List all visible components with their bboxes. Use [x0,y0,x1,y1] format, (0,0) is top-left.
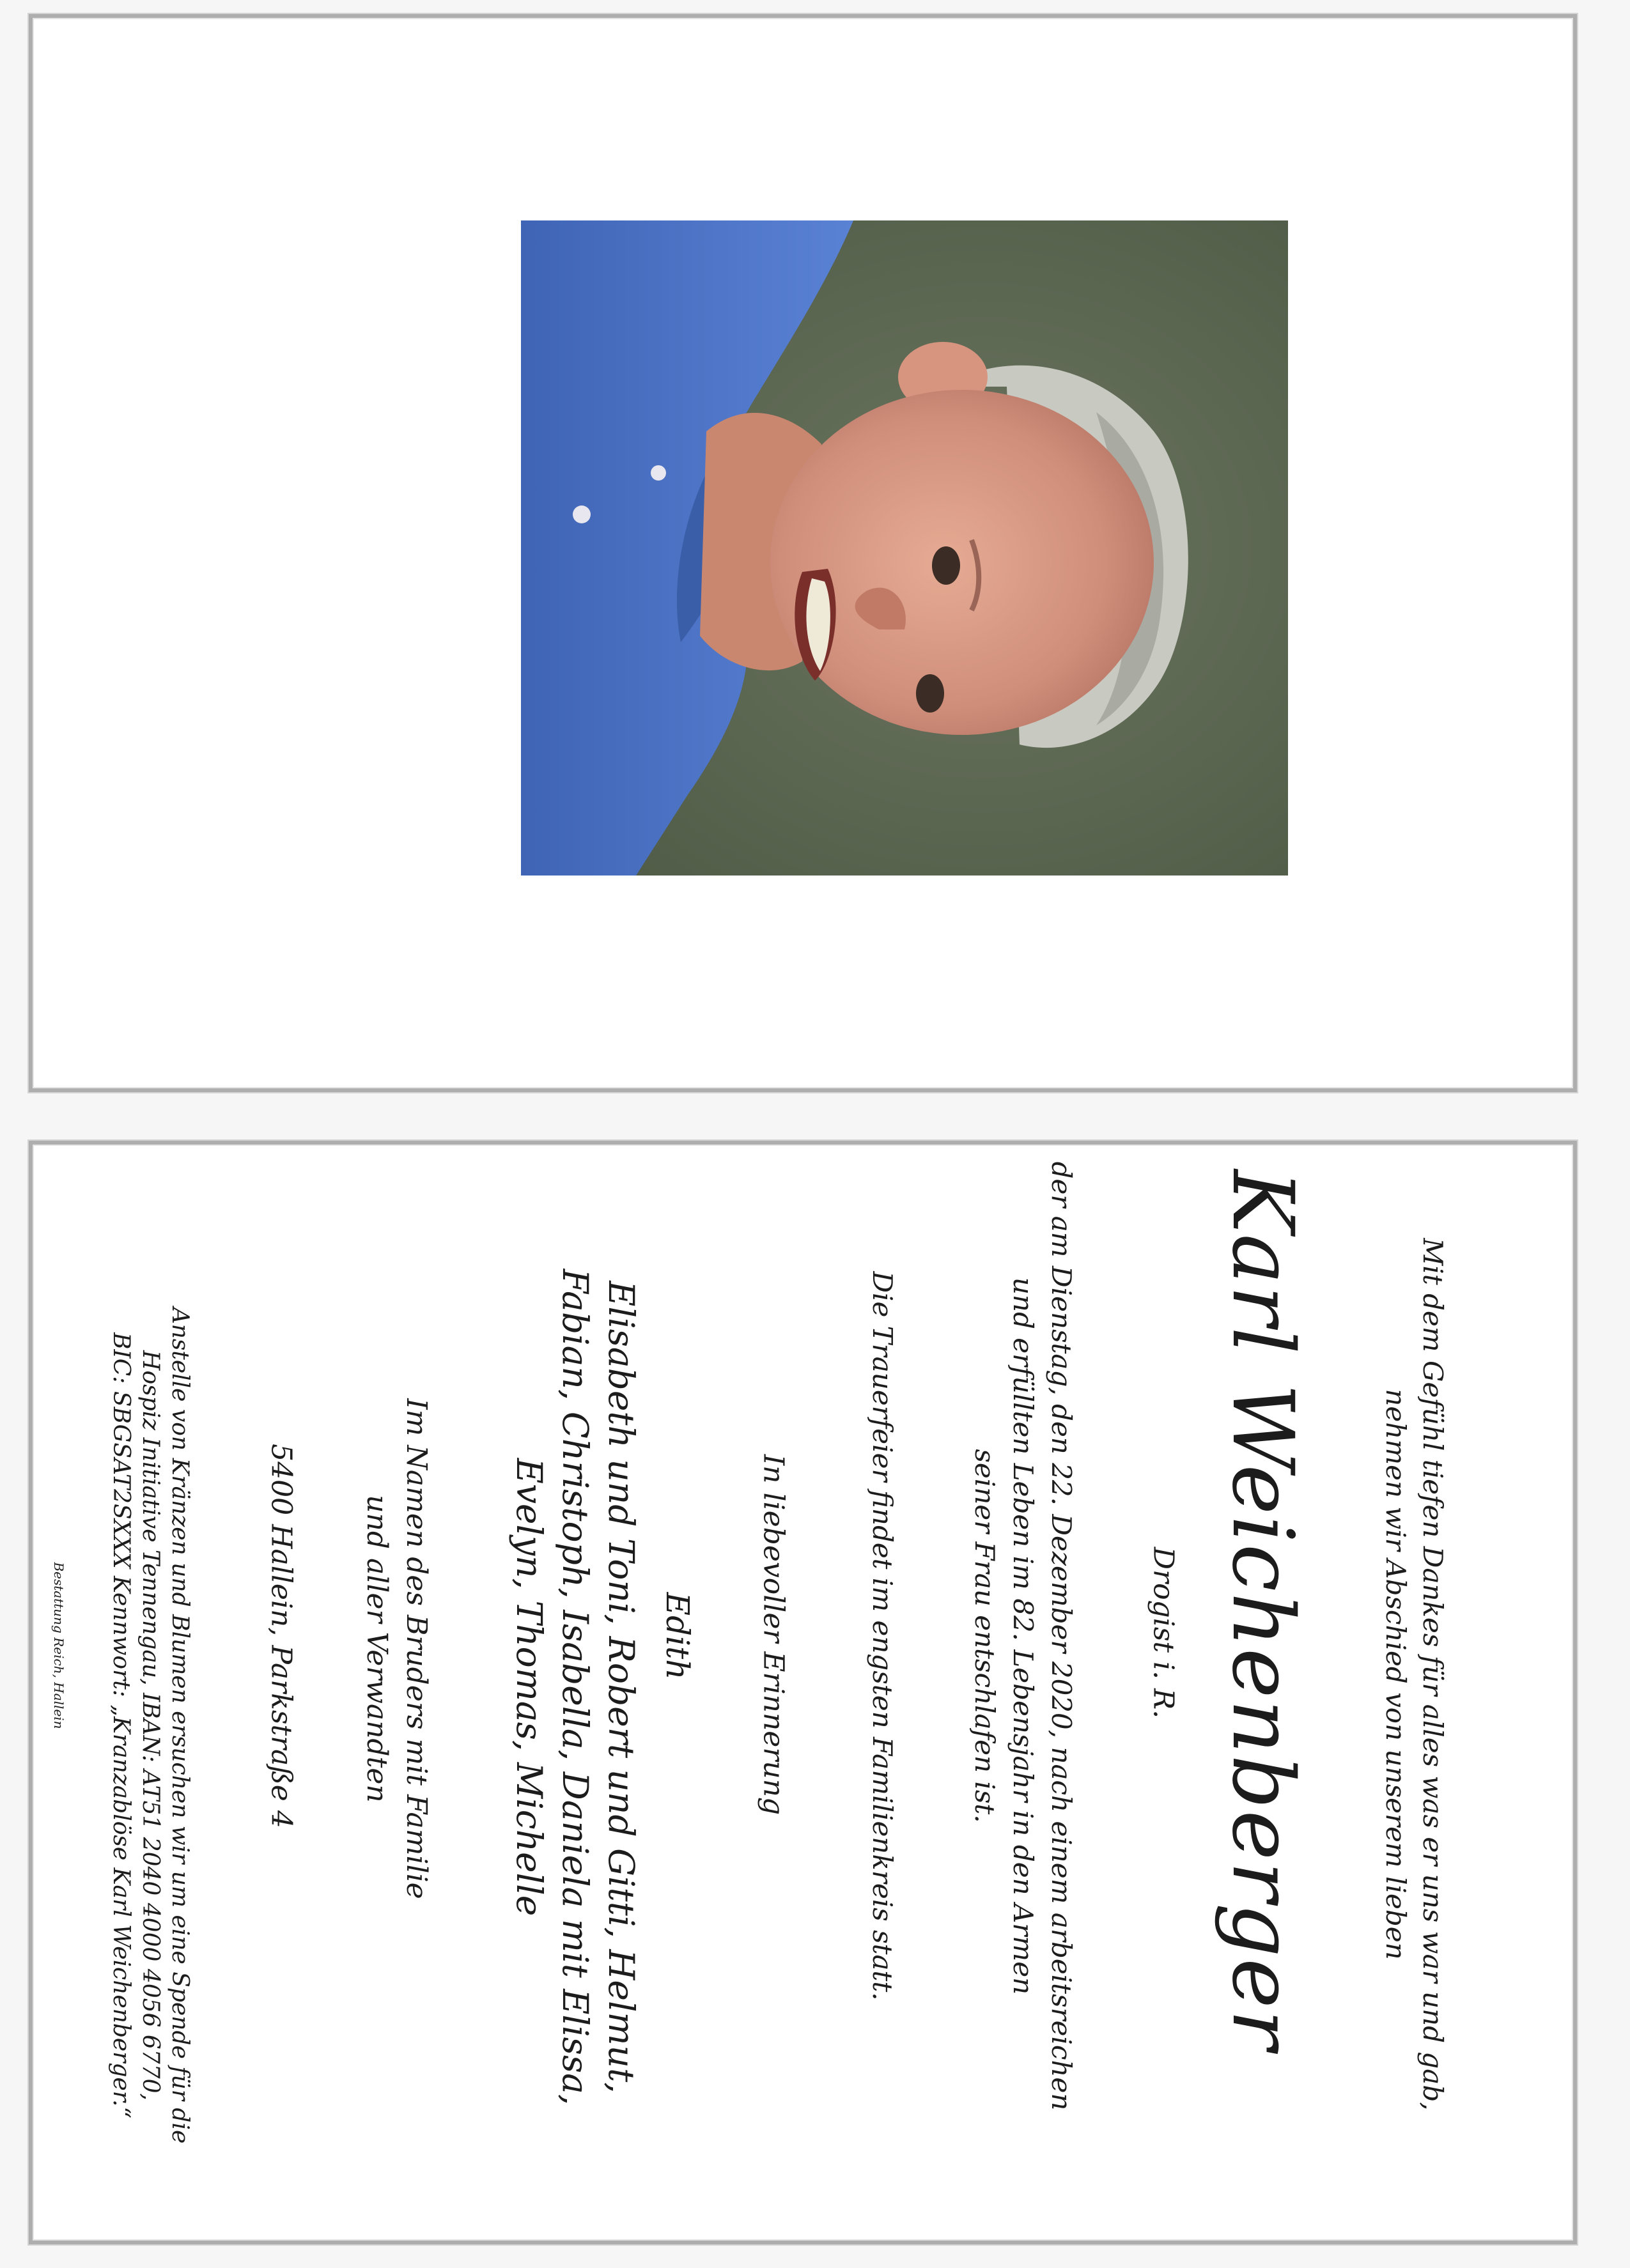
on-behalf-text [357,1398,436,1899]
eye [916,674,944,713]
card-announcement-page [29,1141,1577,2244]
family-names [506,1269,644,2106]
behalf-line: Im Namen des Bruders mit Familie [400,1398,433,1899]
funeral-notice [863,1271,901,2000]
announcement-line: seiner Frau entschlafen ist. [969,1449,1000,1823]
intro-line: nehmen wir Abschied von unserem lieben [1380,1389,1411,1960]
donation-line: Anstelle von Kränzen und Blumen ersuchen wir um eine Spende für die [167,1307,193,2144]
intro-text [1377,1238,1451,2110]
funeral-line: Die Trauerfeier findet im engsten Familienkreis statt. [867,1271,898,2001]
death-announcement [965,1162,1080,2111]
behalf-line: und aller Verwandten [361,1495,393,1803]
shirt-button [573,505,591,523]
eye [932,546,960,585]
donation-line: BIC: SBGSAT2SXXX Kennwort: „Kranzablöse Karl Weichenberger.“ [108,1332,134,2118]
donation-notice [106,1308,194,2144]
donation-line: Hospiz Initiative Tennengau, IBAN: AT51 2040 4000 4056 6770, [137,1350,164,2101]
family-line: Elisabeth und Toni, Robert und Gitti, Helmut, [601,1281,642,2094]
undertaker-imprint: Bestattung Reich, Hallein [51,1562,66,1729]
portrait-photo [521,220,1288,876]
announcement-line: der am Dienstag, den 22. Dezember 2020, nach einem arbeitsreichen [1046,1161,1077,2111]
intro-line: Mit dem Gefühl tiefen Dankes für alles was er uns war und gab, [1417,1238,1448,2111]
family-line: Fabian, Christoph, Isabella, Daniela mit Elissa, [555,1269,596,2106]
deceased-name: Karl Weichenberger [1213,1169,1312,2051]
family-line: Evelyn, Thomas, Michelle [509,1458,550,1917]
spouse-name: Edith [659,1592,696,1680]
memory-text: In liebevoller Erinnerung [757,1454,790,1816]
family-address: 5400 Hallein, Parkstraße 4 [265,1444,298,1828]
shirt-button [651,465,666,481]
occupation-title: Drogist i. R. [1147,1547,1180,1719]
face [770,390,1154,735]
announcement-line: und erfüllten Leben im 82. Lebensjahr in den Armen [1007,1277,1039,1995]
portrait-illustration [521,220,1288,876]
